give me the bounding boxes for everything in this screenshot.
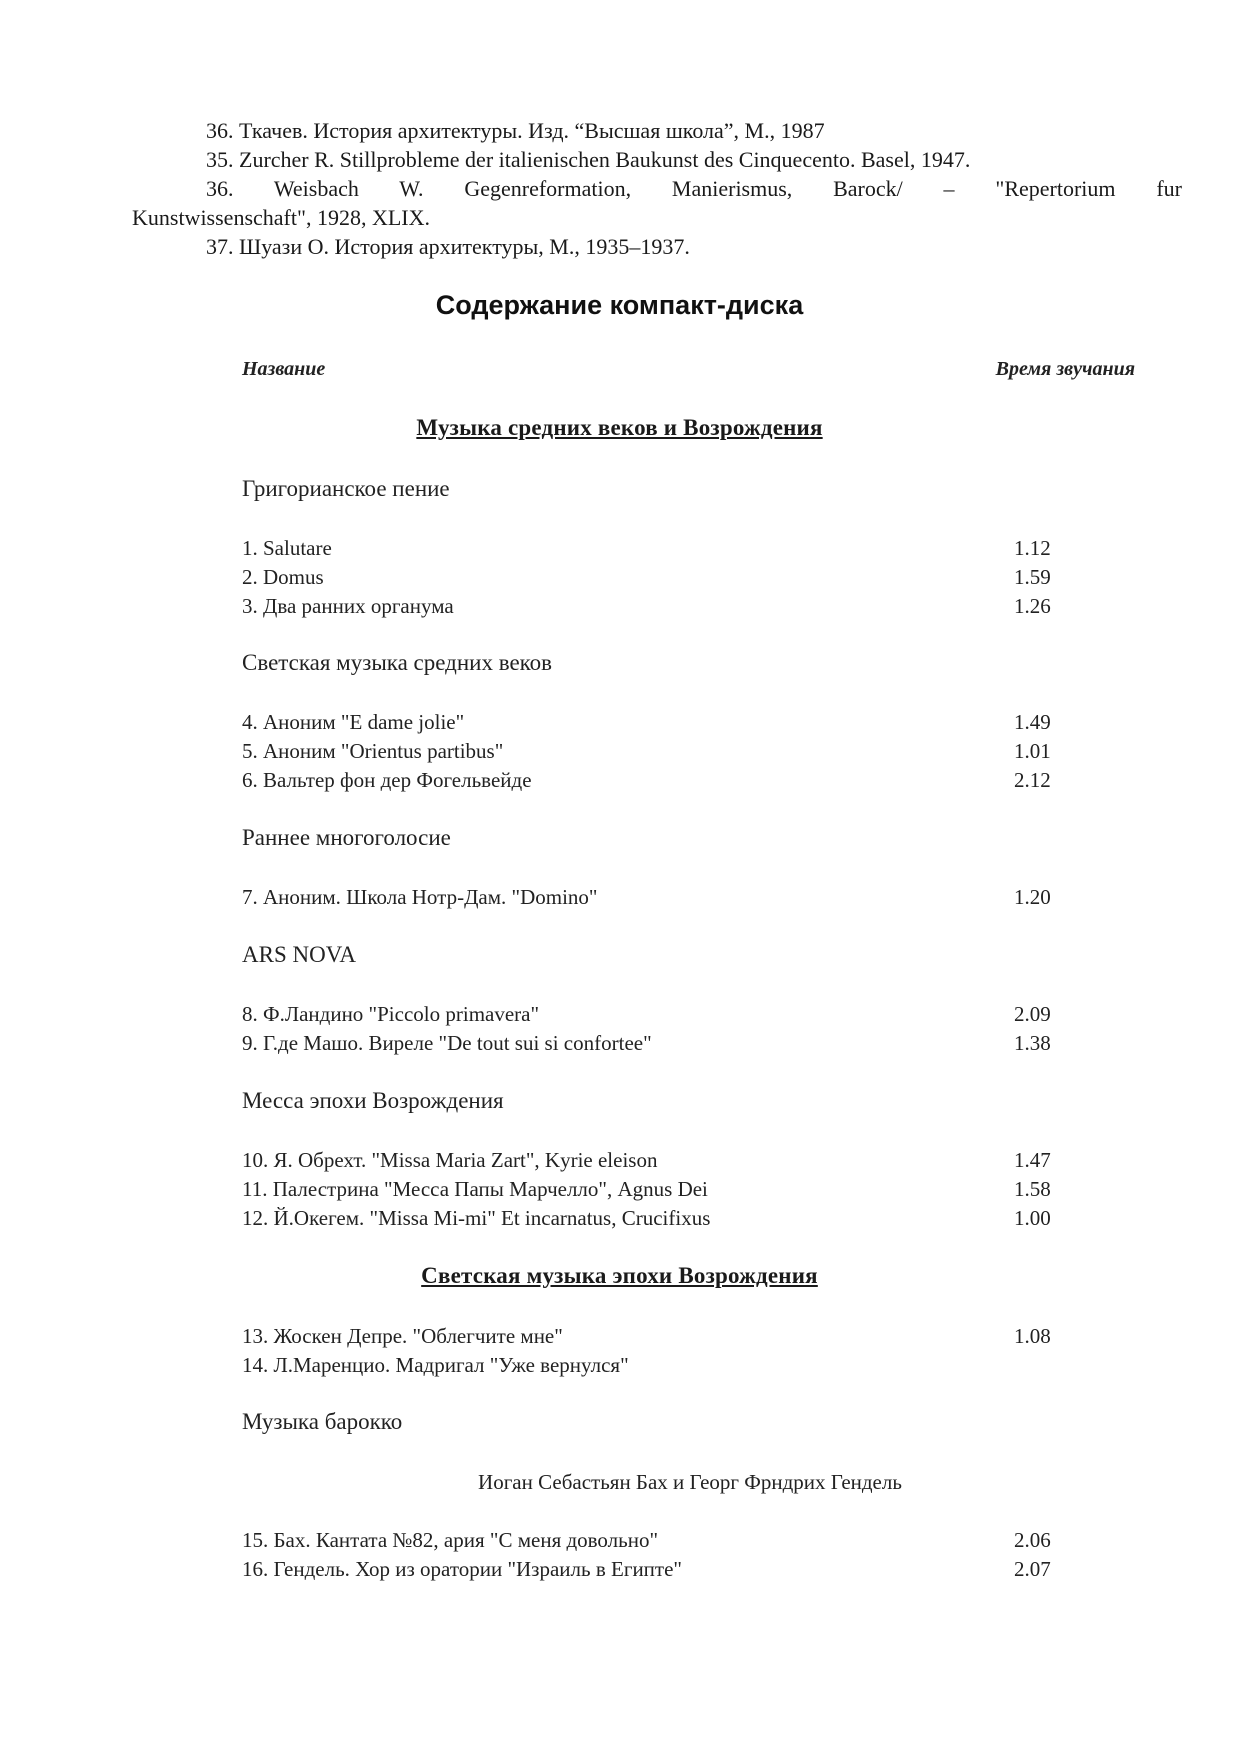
track-name: 5. Аноним "Orientus partibus" xyxy=(242,739,504,763)
track-name: 15. Бах. Кантата №82, ария "С меня довольно" xyxy=(242,1528,659,1552)
reference-item: 36. Ткачев. История архитектуры. Изд. “Высшая школа”, М., 1987 xyxy=(206,118,825,143)
track-name: 16. Гендель. Хор из оратории "Израиль в Египте" xyxy=(242,1557,682,1581)
track-time: 1.58 xyxy=(1014,1177,1051,1201)
track-time: 1.38 xyxy=(1014,1031,1051,1055)
group-title: Светская музыка средних веков xyxy=(242,650,553,675)
track-row xyxy=(242,536,1058,565)
track-row xyxy=(242,1177,1058,1206)
track-name: 6. Вальтер фон дер Фогельвейде xyxy=(242,768,532,792)
track-row xyxy=(242,1206,1058,1235)
track-row xyxy=(242,1031,1058,1060)
track-row xyxy=(242,768,1058,797)
references-list xyxy=(132,116,1182,261)
track-time: 2.09 xyxy=(1014,1002,1051,1026)
track-row xyxy=(242,1353,1058,1382)
track-time: 2.12 xyxy=(1014,768,1051,792)
track-row xyxy=(242,1148,1058,1177)
subgroup-title: Иоган Себастьян Бах и Георг Фрндрих Гендель xyxy=(478,1470,902,1494)
track-name: 11. Палестрина "Месса Папы Марчелло", Agnus Dei xyxy=(242,1177,708,1201)
reference-item: 36. Weisbach W. Gegenreformation, Manierismus, Barock/ – "Repertorium fur xyxy=(206,176,1182,201)
track-row xyxy=(242,1557,1058,1586)
column-header-name: Название xyxy=(242,358,326,380)
track-name: 3. Два ранних органума xyxy=(242,594,454,618)
track-time: 1.20 xyxy=(1014,885,1051,909)
part-title: Музыка средних веков и Возрождения xyxy=(416,415,823,440)
part-title: Светская музыка эпохи Возрождения xyxy=(421,1263,818,1288)
group-title: ARS NOVA xyxy=(242,942,356,967)
reference-item-multiline xyxy=(148,174,1182,203)
reference-item: 37. Шуази О. История архитектуры, М., 1935–1937. xyxy=(206,234,690,259)
track-name: 7. Аноним. Школа Нотр-Дам. "Domino" xyxy=(242,885,598,909)
reference-item-continuation: Kunstwissenschaft", 1928, XLIX. xyxy=(132,205,430,230)
track-time: 2.06 xyxy=(1014,1528,1051,1552)
track-name: 13. Жоскен Депре. "Облегчите мне" xyxy=(242,1324,563,1348)
track-time: 1.59 xyxy=(1014,565,1051,589)
track-name: 12. Й.Окегем. "Missa Mi-mi" Et incarnatus, Crucifixus xyxy=(242,1206,711,1230)
track-name: 10. Я. Обрехт. "Missa Maria Zart", Kyrie eleison xyxy=(242,1148,658,1172)
track-row xyxy=(242,710,1058,739)
track-time: 2.07 xyxy=(1014,1557,1051,1581)
reference-item: 35. Zurcher R. Stillprobleme der italienischen Baukunst des Cinquecento. Basel, 1947. xyxy=(206,147,971,172)
track-time: 1.26 xyxy=(1014,594,1051,618)
track-name: 8. Ф.Ландино "Piccolo primavera" xyxy=(242,1002,540,1026)
group-title: Месса эпохи Возрождения xyxy=(242,1088,504,1113)
track-time: 1.01 xyxy=(1014,739,1051,763)
track-row xyxy=(242,1324,1058,1353)
track-name: 14. Л.Маренцио. Мадригал "Уже вернулся" xyxy=(242,1353,629,1377)
track-name: 1. Salutare xyxy=(242,536,332,560)
track-row xyxy=(242,1528,1058,1557)
track-name: 2. Domus xyxy=(242,565,324,589)
track-time: 1.00 xyxy=(1014,1206,1051,1230)
track-time: 1.49 xyxy=(1014,710,1051,734)
track-row xyxy=(242,885,1058,914)
group-title: Раннее многоголосие xyxy=(242,825,451,850)
track-time: 1.12 xyxy=(1014,536,1051,560)
track-name: 9. Г.де Машо. Виреле "De tout sui si confortee" xyxy=(242,1031,652,1055)
column-header-time: Время звучания xyxy=(995,358,1135,380)
track-row xyxy=(242,565,1058,594)
track-row xyxy=(242,739,1058,768)
group-title: Григорианское пение xyxy=(242,476,450,501)
group-title: Музыка барокко xyxy=(242,1409,403,1434)
track-name: 4. Аноним "E dame jolie" xyxy=(242,710,465,734)
cd-contents-title: Содержание компакт-диска xyxy=(435,290,804,320)
track-time: 1.08 xyxy=(1014,1324,1051,1348)
track-row xyxy=(242,1002,1058,1031)
track-row xyxy=(242,594,1058,623)
track-time: 1.47 xyxy=(1014,1148,1051,1172)
